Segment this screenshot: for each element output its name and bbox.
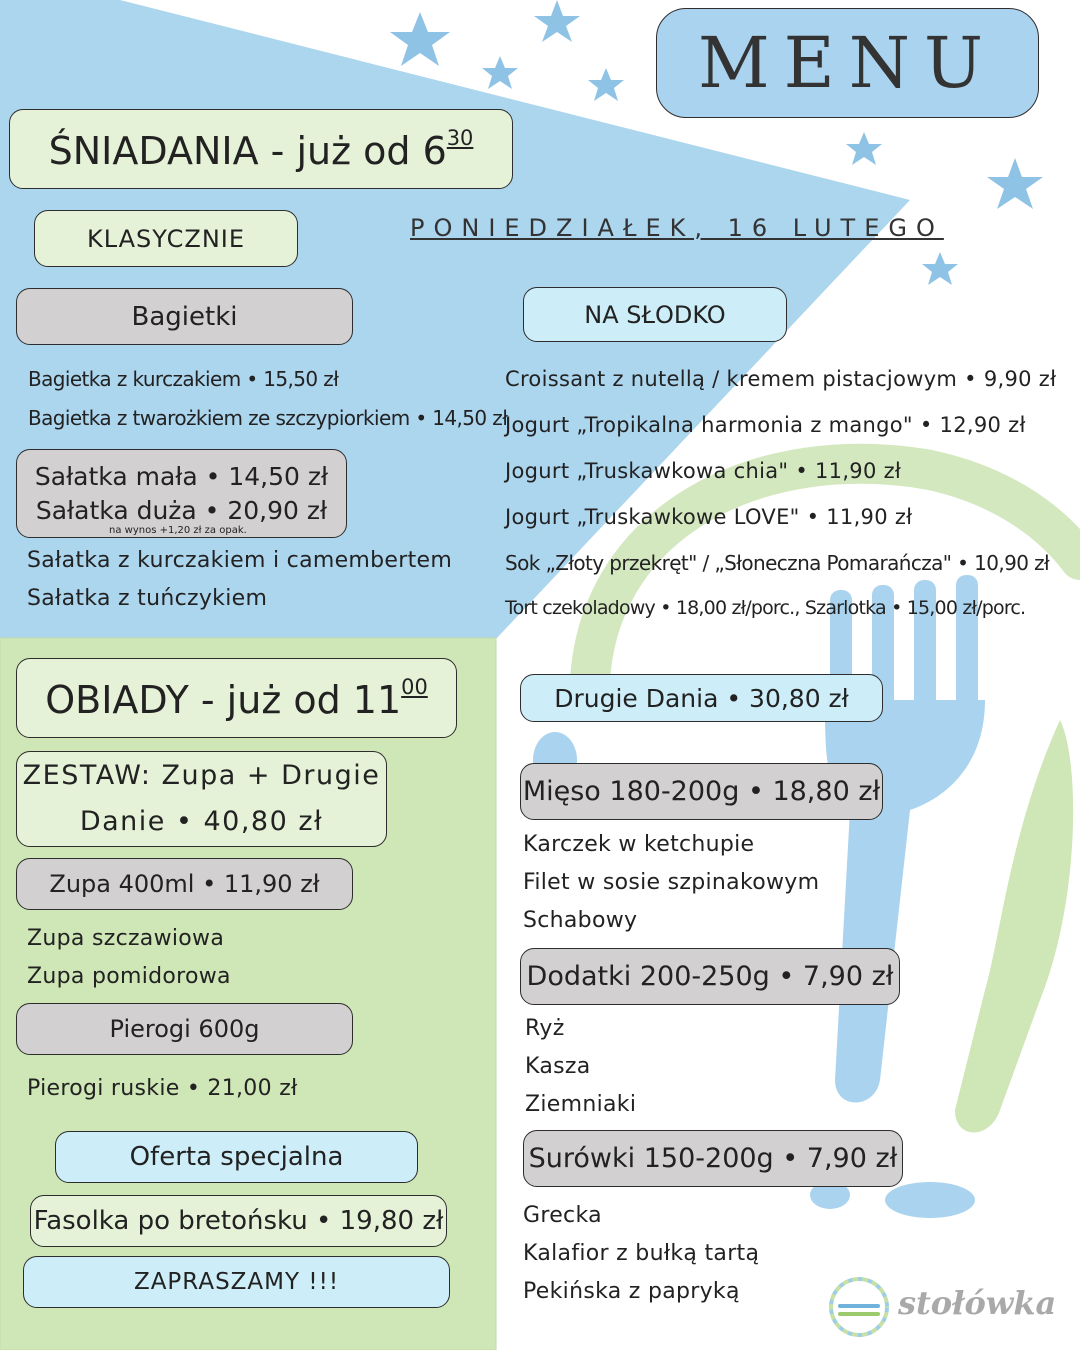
set-box <box>16 751 387 847</box>
mains-label: Drugie Dania • 30,80 zł <box>554 683 849 713</box>
sweet-item: Jogurt „Truskawkowa chia" • 11,90 zł <box>505 459 902 483</box>
logo <box>826 1274 1076 1340</box>
meat-label: Mięso 180-200g • 18,80 zł <box>522 776 881 807</box>
logo-plate-icon <box>826 1274 892 1340</box>
classic-label-box <box>34 210 298 267</box>
invite-box <box>23 1256 450 1308</box>
sweet-item: Jogurt „Truskawkowe LOVE" • 11,90 zł <box>505 505 913 529</box>
logo-text: stołówka <box>898 1284 1057 1322</box>
soup-label-box <box>16 858 353 910</box>
special-label-box <box>55 1131 418 1183</box>
sides-item: Kasza <box>525 1054 591 1079</box>
sides-item: Ziemniaki <box>525 1092 637 1117</box>
sweet-item: Croissant z nutellą / kremem pistacjowym • 9,90 zł <box>505 367 1057 391</box>
meat-item: Schabowy <box>523 908 638 933</box>
bagietki-item: Bagietka z kurczakiem • 15,50 zł <box>28 367 339 391</box>
salads-item: Pekińska z papryką <box>523 1279 740 1304</box>
date-label: PONIEDZIAŁEK, 16 LUTEGO <box>410 214 944 242</box>
special-item: Fasolka po bretońsku • 19,80 zł <box>33 1206 444 1236</box>
lunch-time-sup: 00 <box>401 674 428 699</box>
pierogi-label: Pierogi 600g <box>109 1015 260 1043</box>
sides-label: Dodatki 200-250g • 7,90 zł <box>526 961 894 992</box>
menu-title-box <box>656 8 1039 118</box>
knife-icon <box>955 720 1073 1133</box>
breakfast-time-sup: 30 <box>446 125 474 150</box>
meat-item: Filet w sosie szpinakowym <box>523 870 820 895</box>
special-item-box <box>30 1195 447 1247</box>
meat-label-box <box>520 763 883 820</box>
bagietki-label-box <box>16 288 353 345</box>
sides-label-box <box>520 948 900 1005</box>
pierogi-item: Pierogi ruskie • 21,00 zł <box>27 1076 298 1101</box>
menu-title: MENU <box>697 22 998 104</box>
breakfast-title: ŚNIADANIA - już od $6^{30}$ <box>48 125 474 173</box>
lunch-title: OBIADY - już od $11^{00}$ <box>45 674 428 722</box>
set-line2: Danie • 40,80 zł <box>79 806 324 837</box>
sides-item: Ryż <box>525 1016 565 1041</box>
breakfast-title-box <box>9 109 513 189</box>
mains-label-box <box>520 674 883 722</box>
soup-item: Zupa szczawiowa <box>27 926 225 951</box>
sweet-item: Tort czekoladowy • 18,00 zł/porc., Szarlotka • 15,00 zł/porc. <box>505 597 1026 619</box>
bagietki-item: Bagietka z twarożkiem ze szczypiorkiem • 14,50 zł <box>28 406 508 430</box>
soup-item: Zupa pomidorowa <box>27 964 231 989</box>
meat-item: Karczek w ketchupie <box>523 832 755 857</box>
salads-label-box <box>523 1130 903 1187</box>
sweet-label-box <box>523 287 787 342</box>
pierogi-label-box <box>16 1003 353 1055</box>
salads-item: Grecka <box>523 1203 602 1228</box>
salad-item: Sałatka z tuńczykiem <box>27 586 268 611</box>
salad-price-box <box>16 449 347 538</box>
bagietki-label: Bagietki <box>131 301 238 332</box>
soup-label: Zupa 400ml • 11,90 zł <box>49 870 320 898</box>
blob <box>885 1182 975 1218</box>
lunch-title-box <box>16 658 457 738</box>
invite-text: ZAPRASZAMY !!! <box>133 1269 340 1295</box>
set-line1: ZESTAW: Zupa + Drugie <box>22 760 381 791</box>
special-label: Oferta specjalna <box>129 1142 344 1172</box>
salad-note: na wynos +1,20 zł za opak. <box>109 525 247 536</box>
classic-label: KLASYCZNIE <box>86 224 246 253</box>
salad-item: Sałatka z kurczakiem i camembertem <box>27 548 453 573</box>
salads-item: Kalafior z bułką tartą <box>523 1241 760 1266</box>
salads-label: Surówki 150-200g • 7,90 zł <box>528 1143 898 1174</box>
salad-small-price: Sałatka mała • 14,50 zł <box>34 462 329 491</box>
sweet-item: Jogurt „Tropikalna harmonia z mango" • 12,90 zł <box>505 413 1026 437</box>
fork-icon <box>825 575 985 1103</box>
sweet-label: NA SŁODKO <box>584 300 726 329</box>
salad-large-price: Sałatka duża • 20,90 zł <box>35 496 328 525</box>
sweet-item: Sok „Złoty przekręt" / „Słoneczna Pomarańcza" • 10,90 zł <box>505 551 1050 575</box>
